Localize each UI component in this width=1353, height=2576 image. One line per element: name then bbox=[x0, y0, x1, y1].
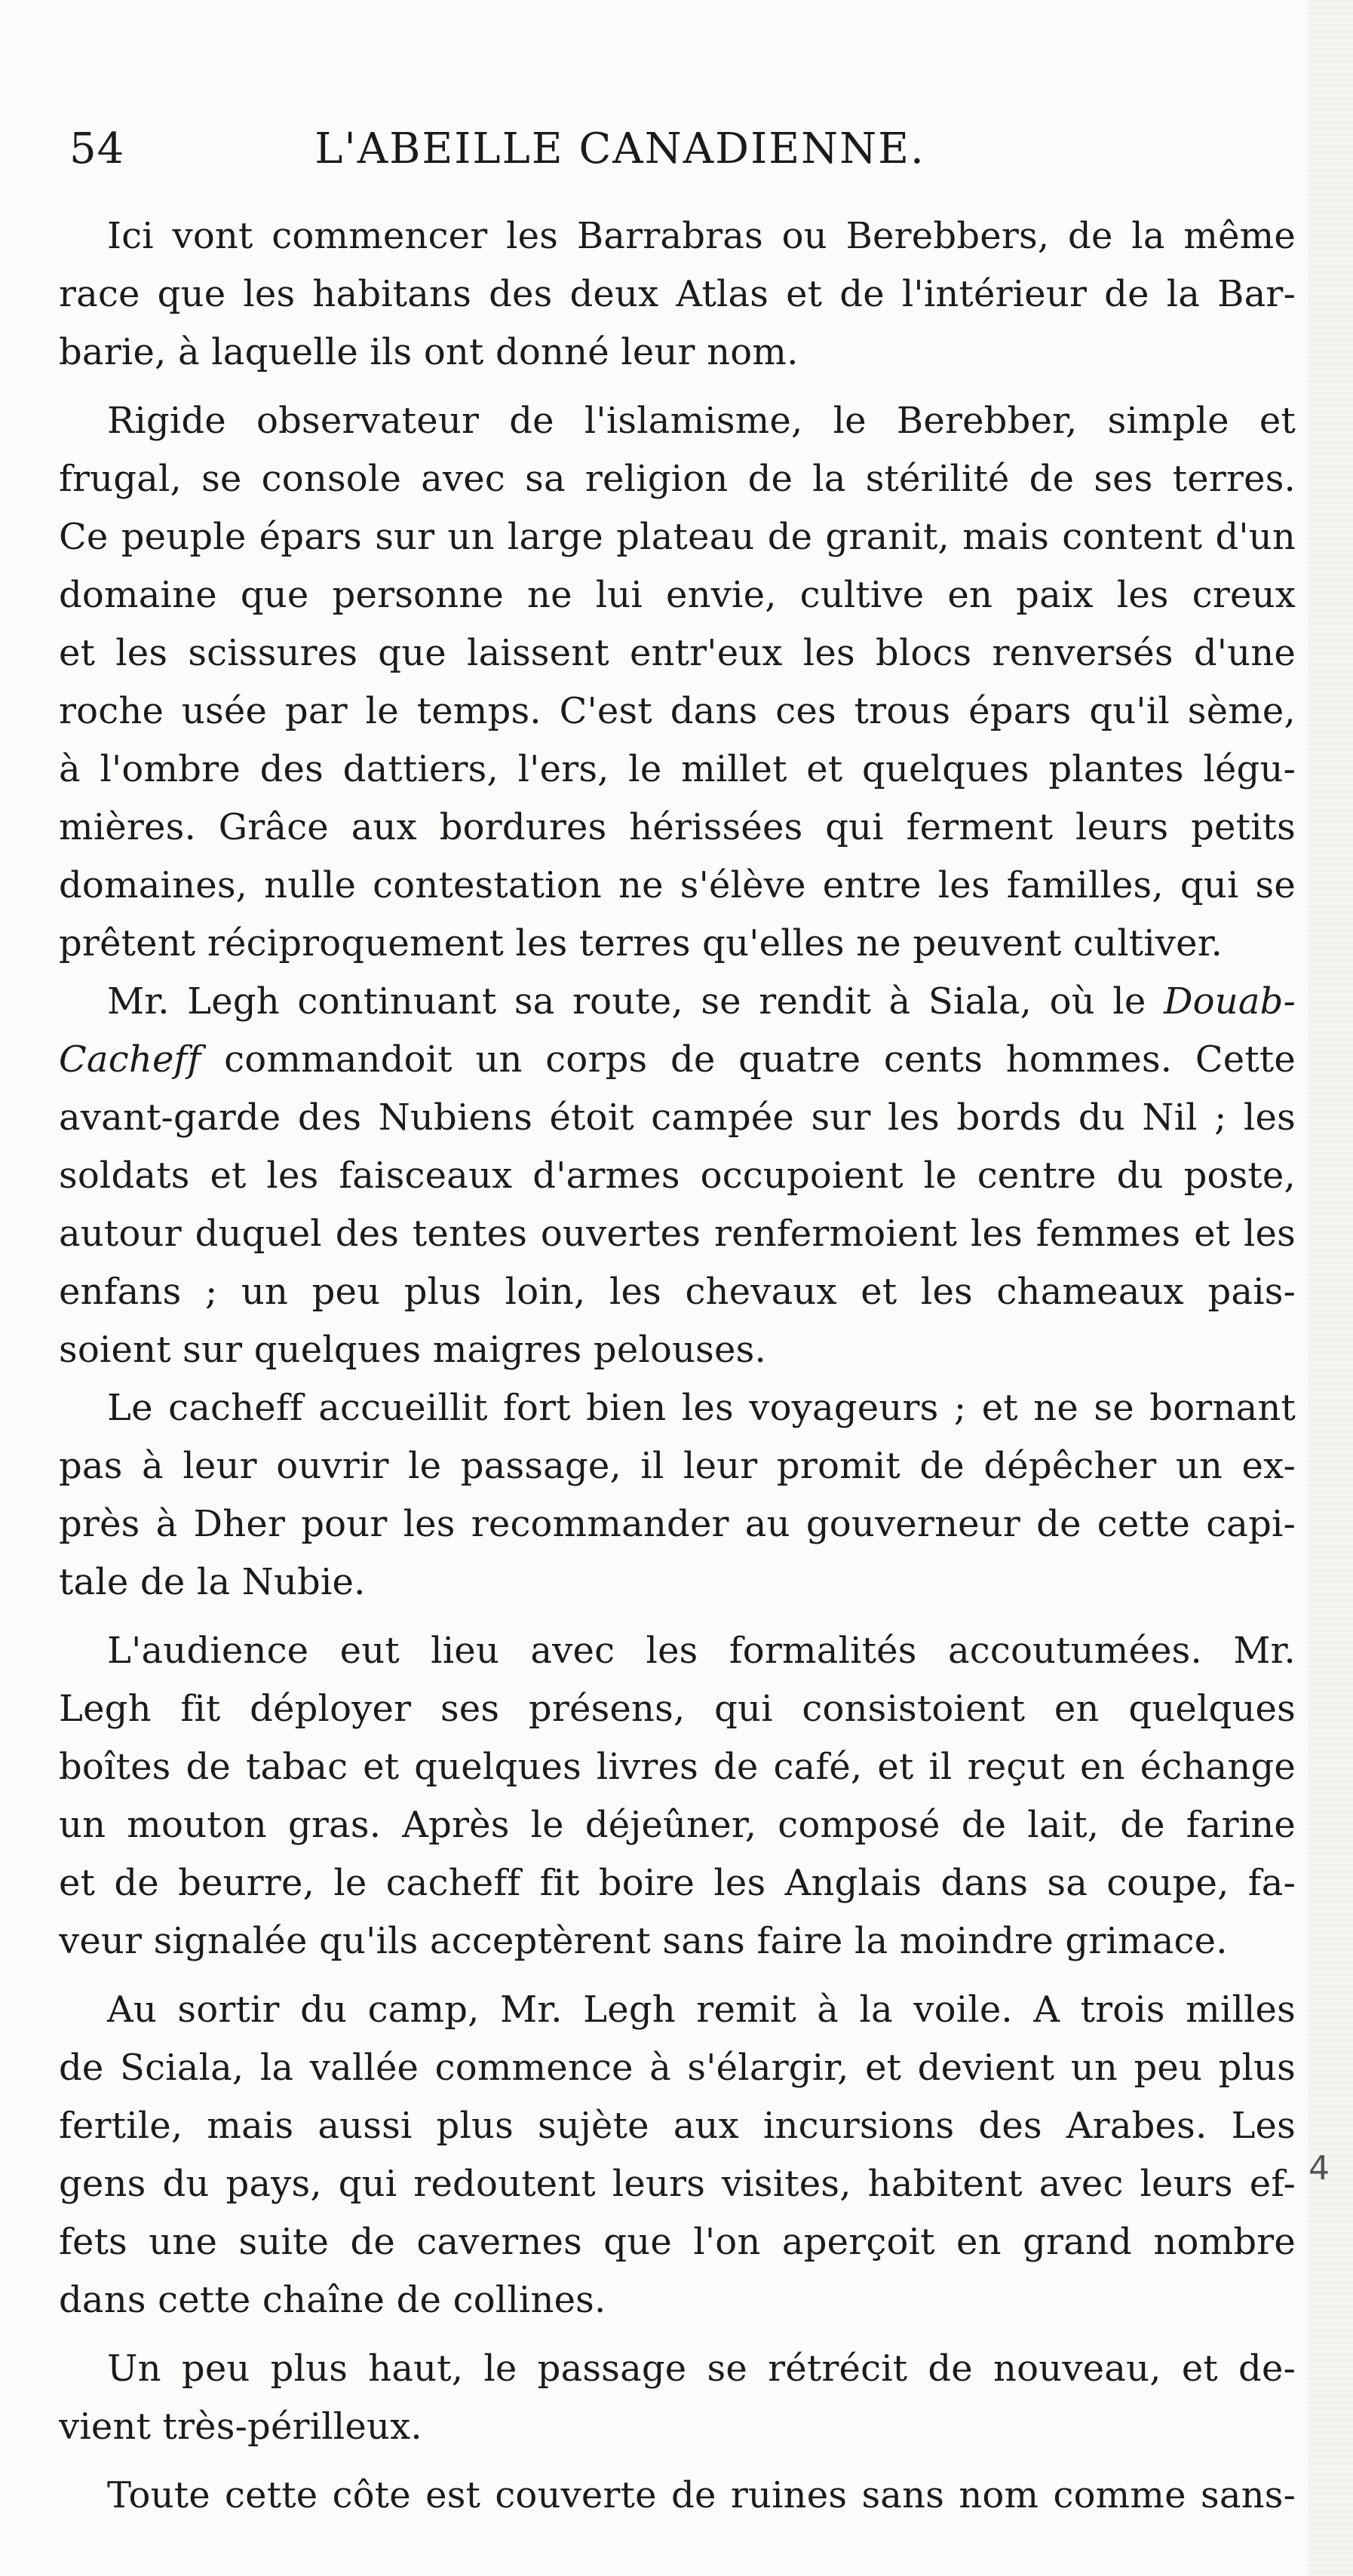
text-line: boîtes de tabac et quelques livres de café, et il reçut en échange bbox=[59, 1746, 1296, 1788]
page-number: 54 bbox=[69, 124, 125, 173]
text-line: et les scissures que laissent entr'eux les blocs renversés d'une bbox=[59, 632, 1296, 674]
text-line: veur signalée qu'ils acceptèrent sans faire la moindre grimace. bbox=[59, 1920, 1228, 1962]
text-line: barie, à laquelle ils ont donné leur nom. bbox=[59, 331, 799, 373]
text-line: autour duquel des tentes ouvertes renfermoient les femmes et les bbox=[59, 1213, 1296, 1255]
text-line: vient très-périlleux. bbox=[59, 2406, 422, 2448]
text-line: Un peu plus haut, le passage se rétrécit de nouveau, et de- bbox=[107, 2348, 1296, 2390]
text-line: domaines, nulle contestation ne s'élève entre les familles, qui se bbox=[59, 864, 1296, 906]
text-line: avant-garde des Nubiens étoit campée sur les bords du Nil ; les bbox=[59, 1096, 1296, 1139]
paragraph-gap bbox=[59, 2329, 1296, 2340]
text-line: gens du pays, qui redoutent leurs visites, habitent avec leurs ef- bbox=[59, 2163, 1296, 2205]
text-line: pas à leur ouvrir le passage, il leur promit de dépêcher un ex- bbox=[59, 1445, 1296, 1487]
text-line: Ici vont commencer les Barrabras ou Berebbers, de la même bbox=[107, 215, 1296, 257]
paragraph-gap bbox=[59, 382, 1296, 392]
text-line: mières. Grâce aux bordures hérissées qui ferment leurs petits bbox=[59, 806, 1296, 848]
text-line: fertile, mais aussi plus sujète aux incursions des Arabes. Les bbox=[59, 2105, 1296, 2147]
paragraph-gap bbox=[59, 1970, 1296, 1981]
text-line: près à Dher pour les recommander au gouverneur de cette capi- bbox=[59, 1503, 1296, 1545]
text-line: race que les habitans des deux Atlas et de l'intérieur de la Bar- bbox=[59, 273, 1296, 315]
text-line: enfans ; un peu plus loin, les chevaux et les chameaux pais- bbox=[59, 1271, 1296, 1313]
text-line: Le cacheff accueillit fort bien les voyageurs ; et ne se bornant bbox=[107, 1387, 1296, 1429]
text-line: domaine que personne ne lui envie, cultive en paix les creux bbox=[59, 574, 1296, 616]
text-line: Rigide observateur de l'islamisme, le Berebber, simple et bbox=[107, 400, 1296, 442]
text-line: fets une suite de cavernes que l'on aperçoit en grand nombre bbox=[59, 2221, 1296, 2263]
text-line: prêtent réciproquement les terres qu'elles ne peuvent cultiver. bbox=[59, 922, 1223, 964]
text-line: soldats et les faisceaux d'armes occupoient le centre du poste, bbox=[59, 1155, 1296, 1197]
text-line: Toute cette côte est couverte de ruines sans nom comme sans- bbox=[107, 2474, 1296, 2516]
text-line: Legh fit déployer ses présens, qui consistoient en quelques bbox=[59, 1688, 1296, 1730]
text-line: tale de la Nubie. bbox=[59, 1561, 366, 1603]
text-line: soient sur quelques maigres pelouses. bbox=[59, 1329, 766, 1371]
margin-pencil-mark: 4 bbox=[1309, 2149, 1330, 2188]
running-title: L'ABEILLE CANADIENNE. bbox=[314, 124, 925, 173]
text-line: un mouton gras. Après le déjeûner, composé de lait, de farine bbox=[59, 1804, 1296, 1846]
text-run: Mr. Legh continuant sa route, se rendit à Siala, où le bbox=[107, 980, 1164, 1023]
text-line: frugal, se console avec sa religion de la stérilité de ses terres. bbox=[59, 458, 1296, 500]
text-line: de Sciala, la vallée commence à s'élargir, et devient un peu plus bbox=[59, 2047, 1296, 2089]
italic-term: Douab- bbox=[1163, 980, 1296, 1023]
page-edge-shadow bbox=[1308, 0, 1353, 2576]
text-line: roche usée par le temps. C'est dans ces trous épars qu'il sème, bbox=[59, 690, 1296, 732]
italic-term: Cacheff bbox=[59, 1038, 201, 1081]
text-line bbox=[59, 1031, 1296, 1089]
text-line bbox=[59, 973, 1296, 1031]
paragraph-gap bbox=[59, 2456, 1296, 2467]
text-line: Au sortir du camp, Mr. Legh remit à la voile. A trois milles bbox=[107, 1989, 1296, 2031]
text-run: commandoit un corps de quatre cents hommes. Cette bbox=[201, 1038, 1296, 1081]
text-line: L'audience eut lieu avec les formalités accoutumées. Mr. bbox=[107, 1630, 1296, 1672]
text-line: et de beurre, le cacheff fit boire les Anglais dans sa coupe, fa- bbox=[59, 1862, 1296, 1904]
text-line: dans cette chaîne de collines. bbox=[59, 2279, 606, 2321]
text-line: à l'ombre des dattiers, l'ers, le millet et quelques plantes légu- bbox=[59, 748, 1296, 790]
paragraph-gap bbox=[59, 1612, 1296, 1622]
body-text bbox=[59, 207, 1296, 2525]
text-line: Ce peuple épars sur un large plateau de granit, mais content d'un bbox=[59, 516, 1296, 558]
page-header bbox=[69, 124, 1306, 192]
